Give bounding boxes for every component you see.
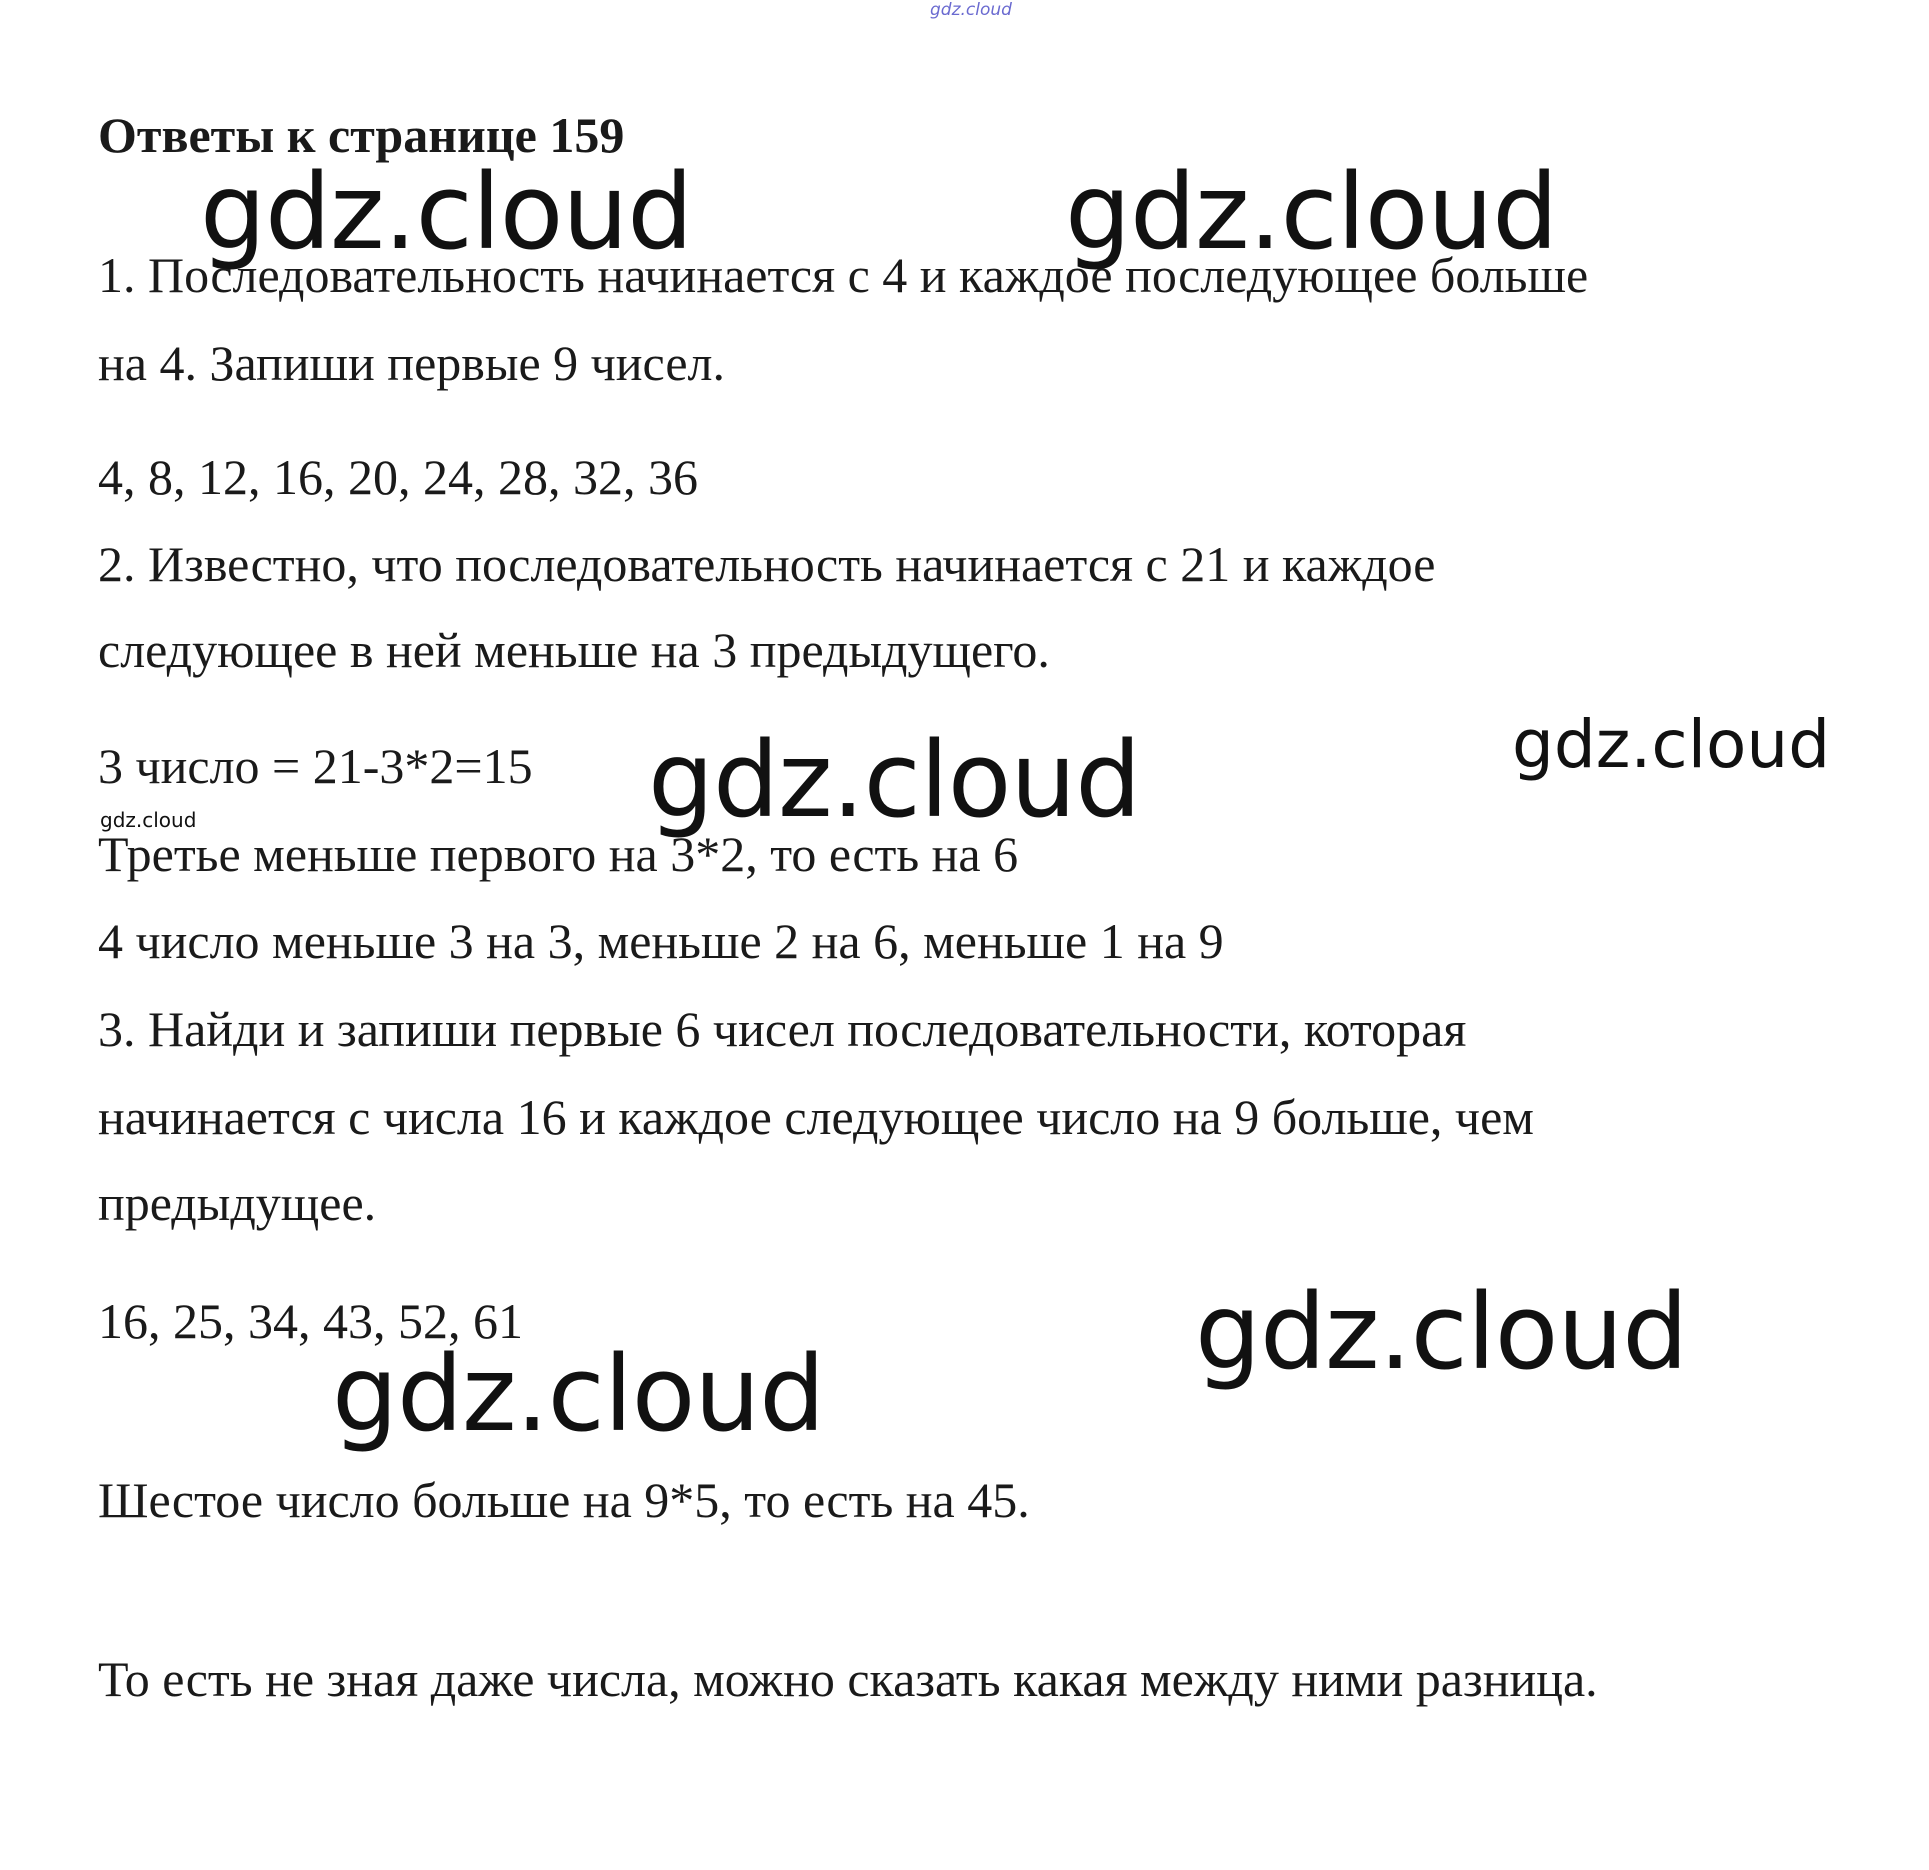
text-line-6: 3 число = 21-3*2=15: [98, 738, 533, 794]
text-line-10: начинается с числа 16 и каждое следующее число на 9 больше, чем: [98, 1089, 1534, 1145]
text-line-8: 4 число меньше 3 на 3, меньше 2 на 6, меньше 1 на 9: [98, 913, 1224, 969]
watermark-top: gdz.cloud: [930, 0, 1012, 20]
text-line-14: То есть не зная даже числа, можно сказать какая между ними разница.: [98, 1651, 1598, 1707]
watermark-7: gdz.cloud: [332, 1333, 825, 1455]
text-line-7: Третье меньше первого на 3*2, то есть на 6: [98, 826, 1019, 882]
text-line-1: 1. Последовательность начинается с 4 и каждое последующее больше: [98, 247, 1589, 303]
watermark-1: gdz.cloud: [200, 151, 693, 273]
text-line-13: Шестое число больше на 9*5, то есть на 45.: [98, 1472, 1030, 1528]
watermark-2: gdz.cloud: [1065, 151, 1558, 273]
watermark-4: gdz.cloud: [648, 719, 1141, 841]
text-line-4: 2. Известно, что последовательность начинается с 21 и каждое: [98, 536, 1436, 592]
text-line-2: на 4. Запиши первые 9 чисел.: [98, 335, 726, 391]
text-line-5: следующее в ней меньше на 3 предыдущего.: [98, 622, 1050, 678]
watermark-6: gdz.cloud: [1195, 1271, 1688, 1393]
watermark-5: gdz.cloud: [100, 808, 197, 832]
text-line-3: 4, 8, 12, 16, 20, 24, 28, 32, 36: [98, 449, 698, 505]
watermark-3: gdz.cloud: [1512, 706, 1831, 783]
page-title: Ответы к странице 159: [98, 107, 625, 163]
text-line-11: предыдущее.: [98, 1175, 377, 1231]
text-line-12: 16, 25, 34, 43, 52, 61: [98, 1293, 523, 1349]
text-line-9: 3. Найди и запиши первые 6 чисел последовательности, которая: [98, 1001, 1467, 1057]
